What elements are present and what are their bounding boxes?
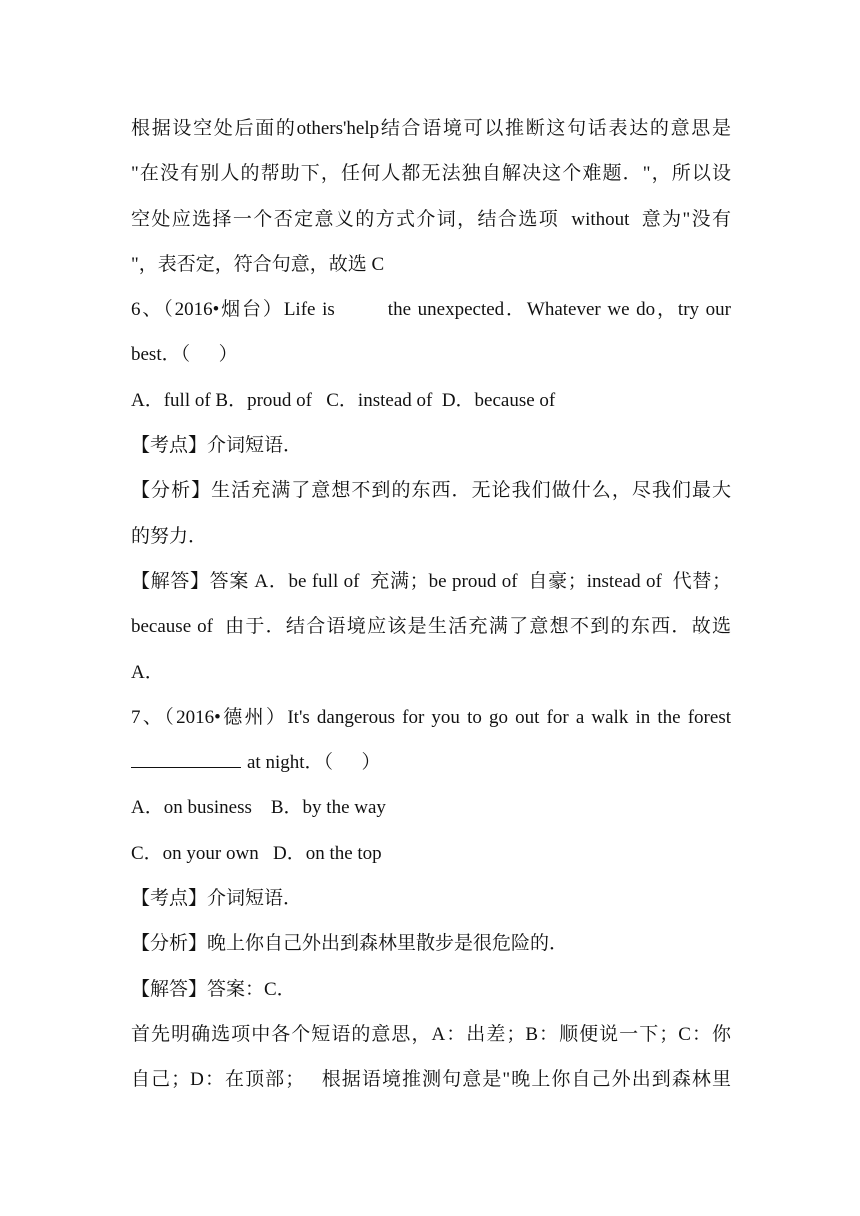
text-line-2: "在没有别人的帮助下，任何人都无法独自解决这个难题．"，所以设 (131, 163, 731, 185)
question-7-fenxi: 【分析】晚上你自己外出到森林里散步是很危险的． (131, 933, 569, 955)
question-7-explanation: 首先明确选项中各个短语的意思，A：出差；B：顺便说一下；C：你 (131, 1023, 731, 1045)
question-6-fenxi: 【分析】生活充满了意想不到的东西．无论我们做什么，尽我们最大 (131, 480, 731, 502)
question-7-stem-cont (131, 740, 731, 785)
question-7-jieda: 【解答】答案：C． (131, 978, 296, 1000)
question-6-jieda-end: A． (131, 661, 164, 683)
question-6-options: A．full of B．proud of C．instead of D．because of (131, 389, 556, 411)
question-7-explanation-cont: 自己；D：在顶部； 根据语境推测句意是"晚上你自己外出到森林里 (131, 1069, 731, 1091)
question-7-kaodian: 【考点】介词短语． (131, 888, 303, 910)
question-6-stem-cont: best．（ ） (131, 344, 238, 366)
question-7-stem-cont-text: at night．（ ） (247, 752, 381, 774)
question-7-options-cd: C．on your own D．on the top (131, 842, 382, 864)
text-line-4: "，表否定，符合句意，故选 C (131, 253, 385, 275)
question-6-jieda: 【解答】答案 A．be full of 充满；be proud of 自豪；instead of 代替； (131, 570, 731, 592)
question-6-fenxi-cont: 的努力． (131, 525, 208, 547)
question-7-options-ab: A．on business B．by the way (131, 797, 386, 819)
question-6-jieda-cont: because of 由于．结合语境应该是生活充满了意想不到的东西．故选 (131, 616, 731, 638)
document-body (131, 106, 731, 1103)
text-line-3: 空处应选择一个否定意义的方式介词，结合选项 without 意为"没有 (131, 208, 731, 230)
question-6-kaodian: 【考点】介词短语． (131, 435, 303, 457)
question-6-stem: 6、（2016•烟台）Life is the unexpected．Whatever we do，try our (131, 299, 731, 321)
question-7-stem: 7、（2016•德州）It's dangerous for you to go out for a walk in the forest (131, 706, 731, 728)
answer-blank (131, 755, 241, 768)
text-line-1: 根据设空处后面的others'help结合语境可以推断这句话表达的意思是 (131, 118, 731, 139)
